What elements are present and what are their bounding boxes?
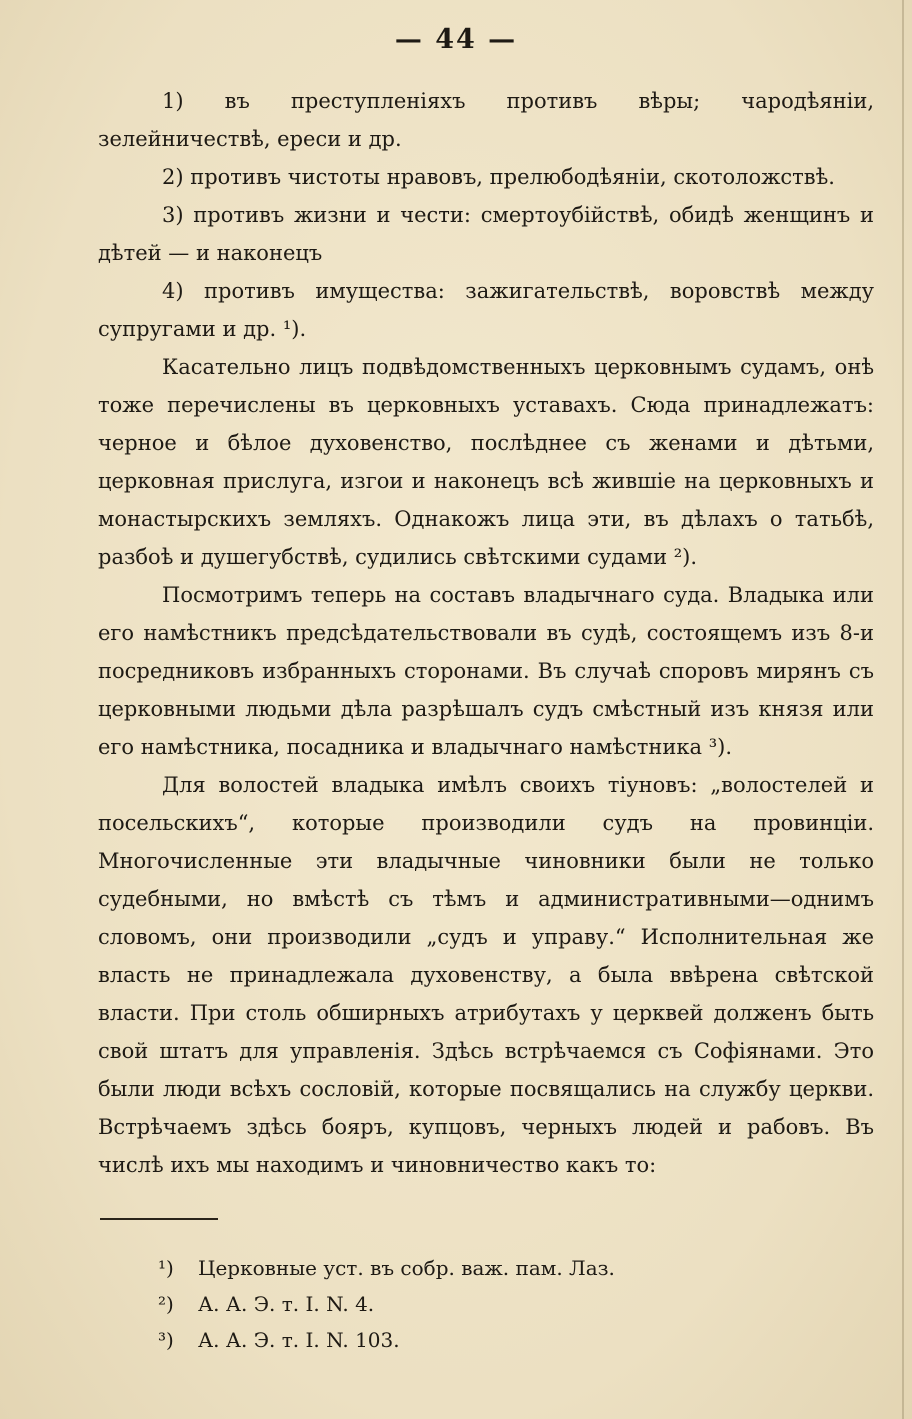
- footnote-divider: [100, 1218, 218, 1220]
- footnote-mark: ²): [158, 1292, 174, 1316]
- footnote-text: А. А. Э. т. I. N. 103.: [198, 1328, 400, 1352]
- main-text: [98, 82, 874, 1184]
- paragraph-court: Посмотримъ теперь на составъ владычнаго суда. Владыка или его намѣстникъ предсѣдательствовали въ судѣ, состоящемъ изъ 8-и посредниковъ избранныхъ сторонами. Въ случаѣ споровъ мирянъ съ церковными людьми дѣла разрѣшалъ судъ смѣстный изъ князя или его намѣстника, посадника и владычнаго намѣстника ³).: [98, 583, 874, 759]
- paragraph-item-4: 4) противъ имущества: зажигательствѣ, воровствѣ между супругами и др. ¹).: [98, 279, 874, 341]
- page-edge: [902, 0, 904, 1419]
- paragraph-volosts: Для волостей владыка имѣлъ своихъ тіуновъ: „волостелей и посельскихъ“, которые производили судъ на провинціи. Многочисленные эти владычные чиновники были не только судебными, но вмѣстѣ съ тѣмъ и административными—однимъ словомъ, они производили „судъ и управу.“ Исполнительная же власть не принадлежала духовенству, а была ввѣрена свѣтской власти. При столь обширныхъ атрибутахъ у церквей долженъ быть свой штатъ для управленія. Здѣсь встрѣчаемся съ Софіянами. Это были люди всѣхъ сословій, которые посвящались на службу церкви. Встрѣчаемъ здѣсь бояръ, купцовъ, черныхъ людей и рабовъ. Въ числѣ ихъ мы находимъ и чиновничество какъ то:: [98, 773, 874, 1177]
- page-number: — 44 —: [394, 24, 518, 55]
- paragraph-item-1: 1) въ преступленіяхъ противъ вѣры; чародѣяніи, зелейничествѣ, ереси и др.: [98, 89, 874, 151]
- paragraph-item-2: 2) противъ чистоты нравовъ, прелюбодѣяніи, скотоложствѣ.: [162, 165, 835, 189]
- footnote: [158, 1286, 758, 1322]
- paragraph-persons: Касательно лицъ подвѣдомственныхъ церковнымъ судамъ, онѣ тоже перечислены въ церковныхъ уставахъ. Сюда принадлежатъ: черное и бѣлое духовенство, послѣднее съ женами и дѣтьми, церковная прислуга, изгои и наконецъ всѣ жившіе на церковныхъ и монастырскихъ земляхъ. Однакожъ лица эти, въ дѣлахъ о татьбѣ, разбоѣ и душегубствѣ, судились свѣтскими судами ²).: [98, 355, 874, 569]
- footnote: [158, 1250, 758, 1286]
- footnote-mark: ³): [158, 1328, 174, 1352]
- footnotes: [158, 1250, 758, 1358]
- footnote-text: Церковные уст. въ собр. важ. пам. Лаз.: [198, 1256, 615, 1280]
- footnote: [158, 1322, 758, 1358]
- footnote-text: А. А. Э. т. I. N. 4.: [198, 1292, 375, 1316]
- paragraph-item-3: 3) противъ жизни и чести: смертоубійствѣ, обидѣ женщинъ и дѣтей — и наконецъ: [98, 203, 874, 265]
- footnote-mark: ¹): [158, 1256, 174, 1280]
